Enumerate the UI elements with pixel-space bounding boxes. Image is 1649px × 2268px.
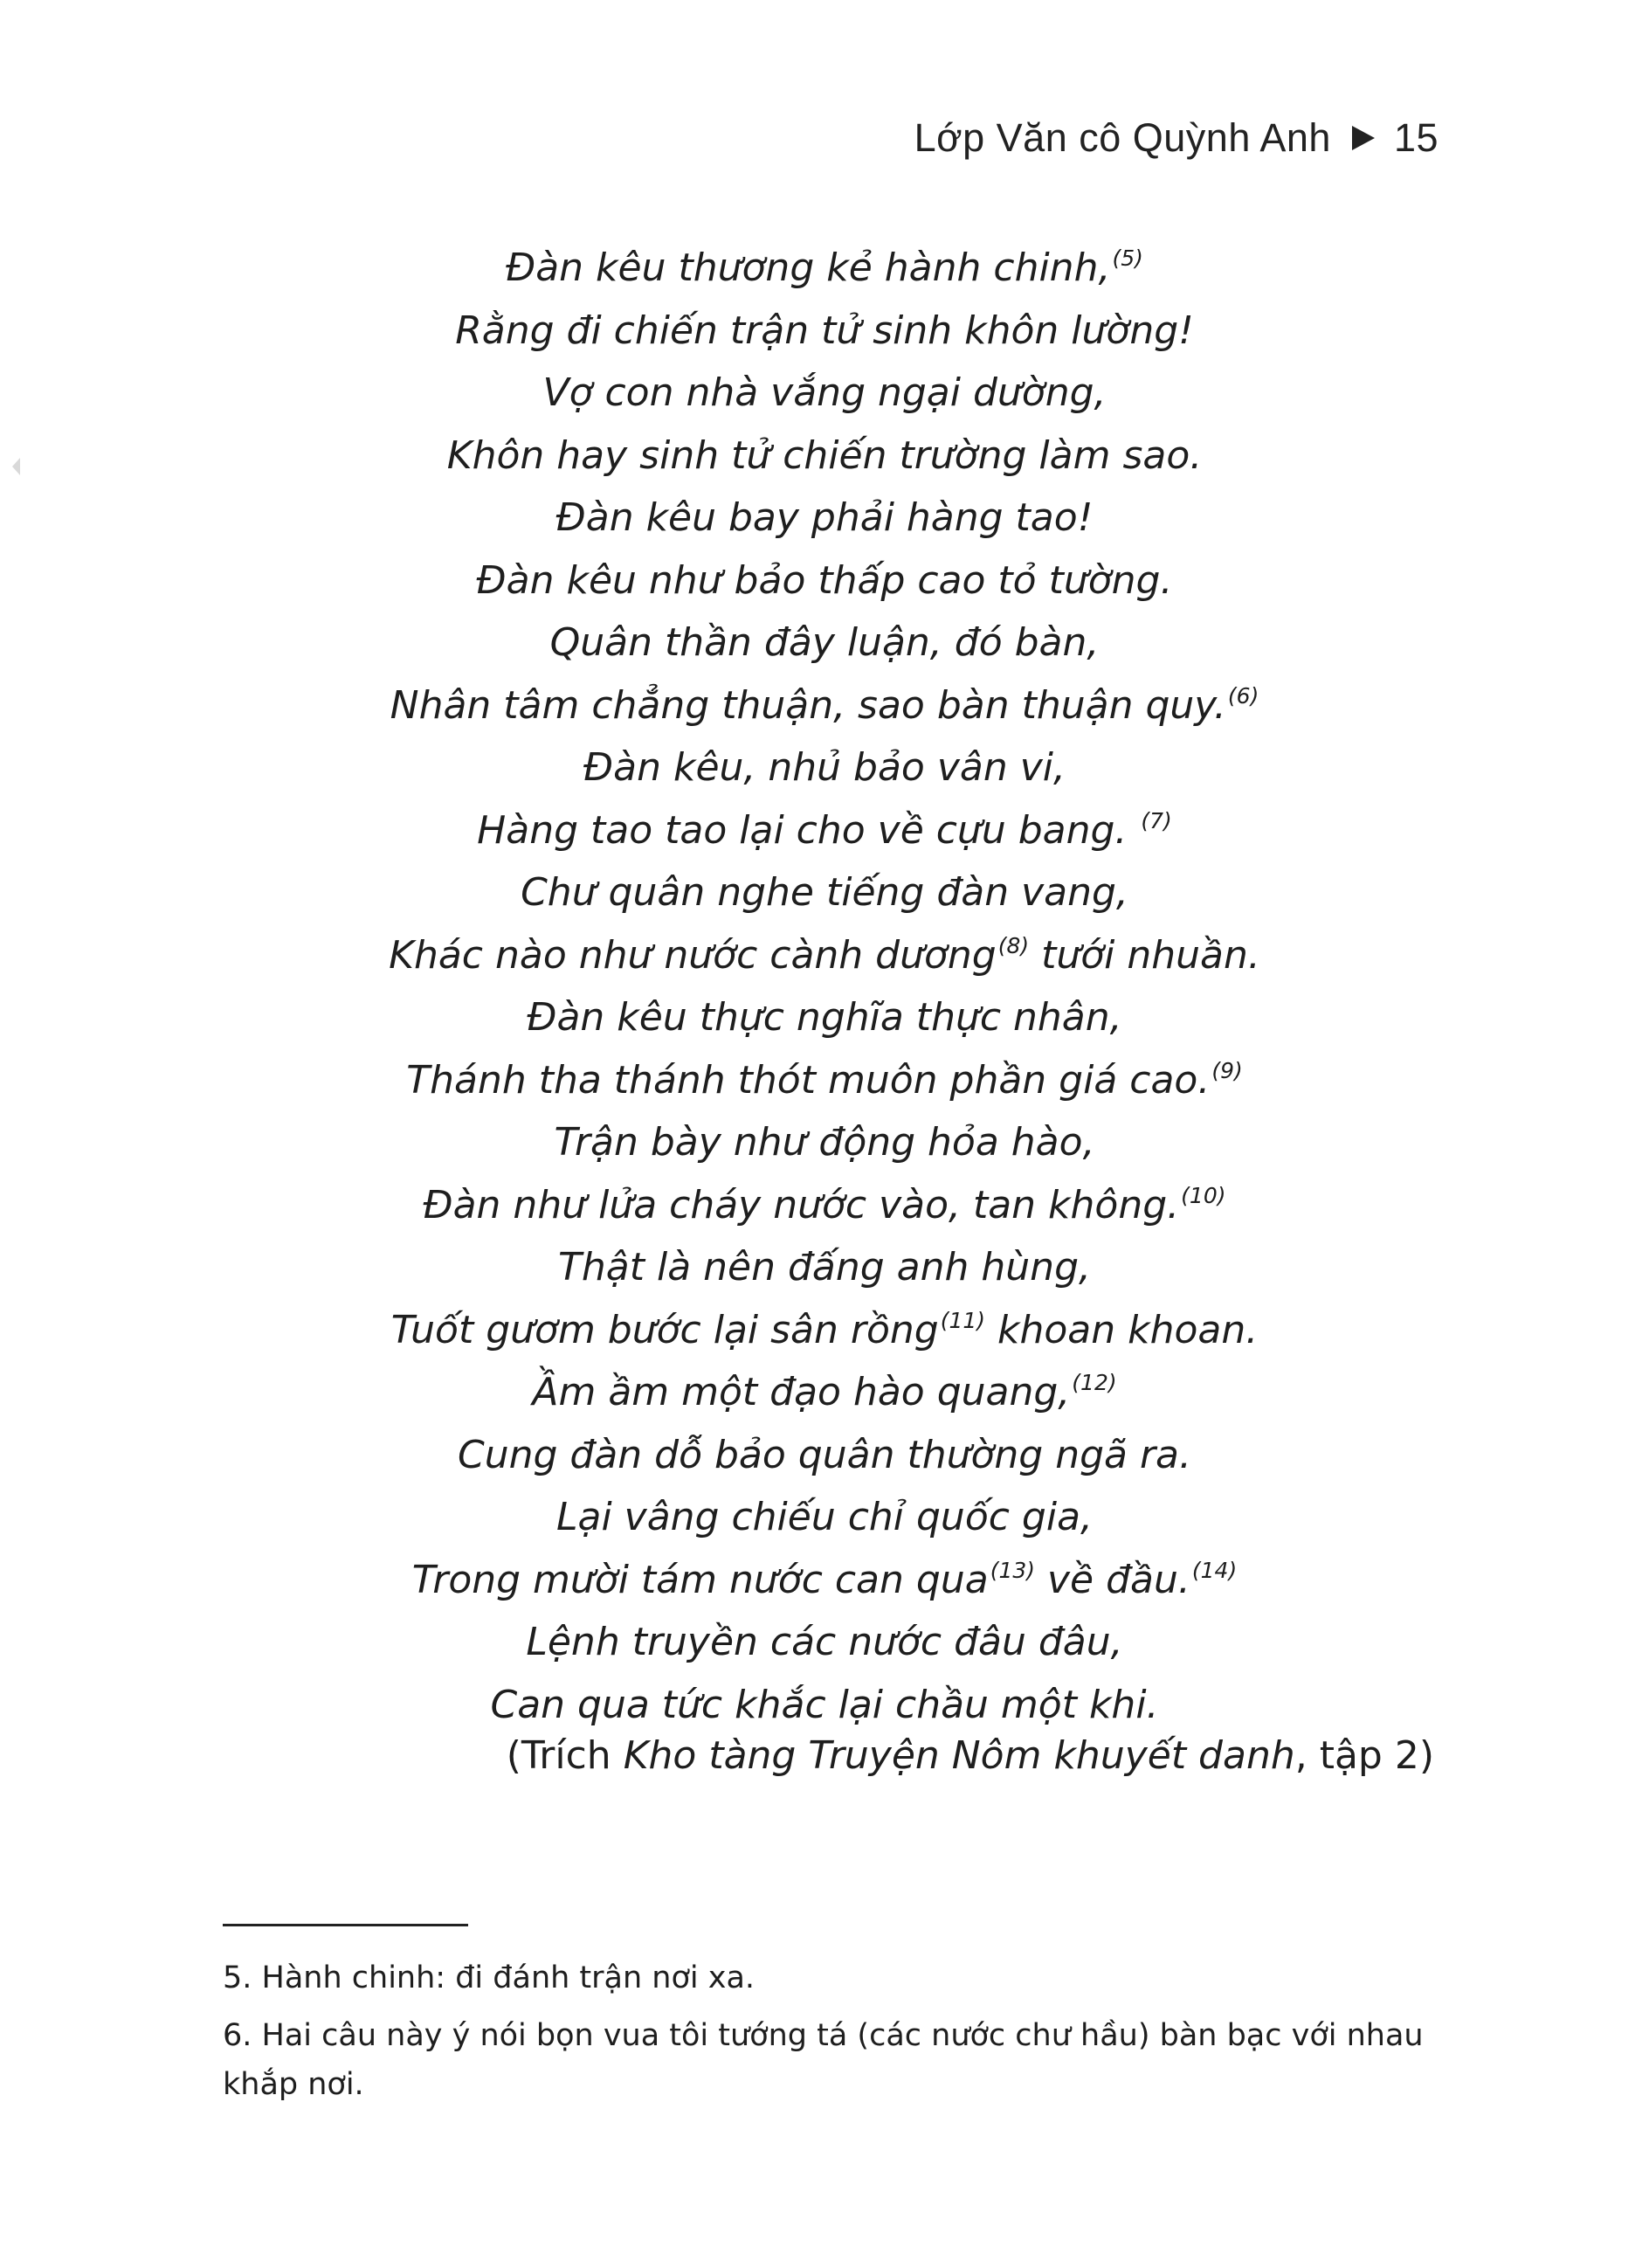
- footnote-ref: (9): [1211, 1057, 1243, 1083]
- verse-text: Vợ con nhà vắng ngại dường,: [542, 370, 1107, 415]
- verse-text: Thánh tha thánh thót muôn phần giá cao.: [406, 1057, 1211, 1103]
- poem: [0, 237, 1649, 1736]
- footnote-ref: (11): [940, 1307, 986, 1333]
- footnote-ref: (10): [1181, 1182, 1226, 1208]
- footnote-ref: (7): [1141, 807, 1172, 833]
- verse-text: Nhân tâm chẳng thuận, sao bàn thuận quy.: [390, 682, 1226, 728]
- source-prefix: (Trích: [506, 1733, 624, 1778]
- verse-text: Đàn kêu thực nghĩa thực nhân,: [527, 995, 1122, 1040]
- verse-text: Khác nào như nước cành dương: [389, 932, 997, 978]
- verse-text: Khôn hay sinh tử chiến trường làm sao.: [446, 432, 1203, 478]
- footnote-5: 5. Hành chinh: đi đánh trận nơi xa.: [223, 1960, 756, 1995]
- verse-text: Tuốt gươm bước lại sân rồng: [390, 1307, 939, 1352]
- verse-text: Lệnh truyền các nước đâu đâu,: [526, 1620, 1123, 1664]
- poem-line: [0, 1174, 1649, 1237]
- footnote-6: 6. Hai câu này ý nói bọn vua tôi tướng tá (các nước chư hầu) bàn bạc với nhau khắp nơi.: [223, 2018, 1424, 2102]
- footnotes: [223, 1953, 1437, 2118]
- poem-line: [0, 924, 1649, 987]
- verse-text: Đàn như lửa cháy nước vào, tan không.: [423, 1182, 1180, 1227]
- poem-line: [0, 425, 1649, 487]
- poem-line: [0, 1236, 1649, 1299]
- poem-line: [0, 487, 1649, 550]
- verse-text: Thật là nên đấng anh hùng,: [558, 1245, 1091, 1290]
- verse-text: Rằng đi chiến trận tử sinh khôn lường!: [455, 308, 1194, 353]
- poem-line: [0, 674, 1649, 737]
- verse-text: khoan khoan.: [985, 1307, 1259, 1352]
- poem-line: [0, 1611, 1649, 1674]
- verse-text: Lại vâng chiếu chỉ quốc gia,: [555, 1495, 1094, 1539]
- verse-text: Đàn kêu thương kẻ hành chinh,: [506, 245, 1111, 290]
- verse-text: về đầu.: [1035, 1557, 1190, 1602]
- play-arrow-icon: [1352, 126, 1375, 150]
- poem-line: [0, 861, 1649, 924]
- verse-text: Hàng tao tao lại cho về cựu bang.: [477, 807, 1140, 853]
- verse-text: Chư quân nghe tiếng đàn vang,: [521, 870, 1128, 915]
- verse-text: Đàn kêu như bảo thấp cao tỏ tường.: [476, 557, 1173, 603]
- footnote-ref: (13): [990, 1557, 1036, 1583]
- footnote-ref: (12): [1072, 1370, 1117, 1395]
- verse-text: Đàn kêu, nhủ bảo vân vi,: [583, 745, 1066, 790]
- poem-line: [0, 362, 1649, 425]
- source-citation: [507, 1733, 1434, 1778]
- verse-text: Quân thần đây luận, đó bàn,: [549, 620, 1100, 665]
- poem-line: [0, 612, 1649, 674]
- source-suffix: , tập 2): [1294, 1733, 1434, 1778]
- poem-line: [0, 1549, 1649, 1612]
- footnote-ref: (5): [1112, 245, 1143, 271]
- poem-line: [0, 1049, 1649, 1112]
- source-title: Kho tàng Truyện Nôm khuyết danh: [623, 1733, 1295, 1778]
- footnote-ref: (14): [1191, 1557, 1238, 1583]
- poem-line: [0, 300, 1649, 363]
- poem-line: [0, 736, 1649, 799]
- poem-line: [0, 1486, 1649, 1549]
- footnote-divider: [223, 1924, 468, 1926]
- poem-line: [0, 799, 1649, 862]
- footnote-ref: (8): [997, 932, 1030, 958]
- poem-line: [0, 237, 1649, 300]
- verse-text: Trận bày như động hỏa hào,: [554, 1120, 1095, 1165]
- verse-text: tưới nhuần.: [1029, 932, 1260, 978]
- poem-line: [0, 1674, 1649, 1737]
- verse-text: Cung đàn dỗ bảo quân thường ngã ra.: [457, 1432, 1192, 1477]
- verse-text: Trong mười tám nước can qua: [411, 1557, 989, 1602]
- verse-text: Ầm ầm một đạo hào quang,: [532, 1370, 1071, 1414]
- verse-text: Đàn kêu bay phải hàng tao!: [555, 495, 1094, 540]
- poem-line: [0, 1361, 1649, 1424]
- running-header: [914, 112, 1439, 164]
- poem-line: [0, 1299, 1649, 1362]
- poem-line: [0, 986, 1649, 1049]
- poem-line: [0, 550, 1649, 612]
- page-number: 15: [1393, 115, 1439, 160]
- running-title: Lớp Văn cô Quỳnh Anh: [914, 115, 1331, 160]
- poem-line: [0, 1111, 1649, 1174]
- poem-line: [0, 1424, 1649, 1487]
- footnote-ref: (6): [1227, 682, 1259, 709]
- verse-text: Can qua tức khắc lại chầu một khi.: [490, 1682, 1159, 1727]
